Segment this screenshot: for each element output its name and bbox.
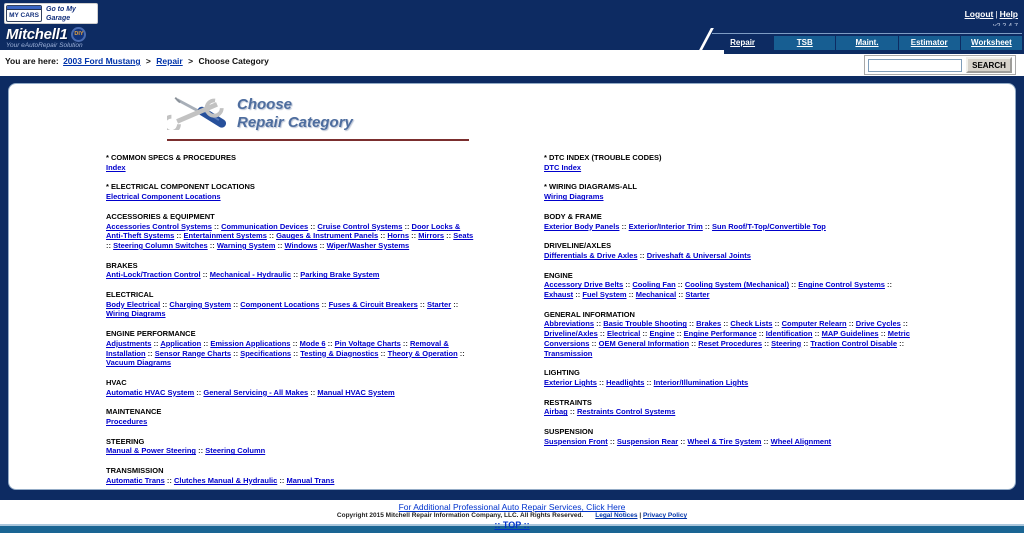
category-link[interactable]: Manual HVAC System bbox=[317, 387, 395, 397]
category-header: ELECTRICAL bbox=[106, 290, 154, 300]
category-header: MAINTENANCE bbox=[106, 407, 162, 417]
category-link[interactable]: Cooling Fan bbox=[632, 280, 676, 290]
category-link[interactable]: Pin Voltage Charts bbox=[334, 338, 401, 348]
category-links bbox=[544, 280, 918, 299]
category-link[interactable]: Cooling System (Mechanical) bbox=[684, 280, 790, 290]
my-cars-label: MY CARS bbox=[9, 12, 39, 19]
category-link[interactable]: Engine Performance bbox=[683, 329, 757, 339]
link-separator: :: bbox=[637, 250, 647, 260]
category-links bbox=[106, 222, 478, 251]
category-link[interactable]: Sensor Range Charts bbox=[154, 348, 232, 358]
tabs-top-line bbox=[712, 33, 1022, 34]
category-links bbox=[106, 300, 478, 319]
content-box bbox=[8, 83, 1016, 490]
legal-notices-link[interactable]: Legal Notices bbox=[595, 512, 638, 519]
breadcrumb-prefix: You are here: bbox=[5, 56, 59, 66]
tab-estimator[interactable]: Estimator bbox=[898, 36, 960, 50]
link-separator: :: bbox=[897, 338, 905, 348]
brand-tagline: Your eAutoRepair Solution bbox=[6, 42, 83, 49]
category-link[interactable]: Gauges & Instrument Panels bbox=[276, 231, 379, 241]
category-links bbox=[544, 222, 918, 232]
tab-underline-strip bbox=[724, 50, 1024, 54]
link-separator: :: bbox=[164, 475, 174, 485]
category-link[interactable]: Charging System bbox=[169, 299, 232, 309]
category-link[interactable]: Testing & Diagnostics bbox=[300, 348, 379, 358]
category-links bbox=[544, 163, 918, 173]
category-link[interactable]: Exterior Lights bbox=[544, 377, 597, 387]
link-separator: :: bbox=[231, 299, 241, 309]
category-section bbox=[106, 437, 478, 456]
link-separator: :: bbox=[319, 299, 329, 309]
category-header: * DTC INDEX (TROUBLE CODES) bbox=[544, 153, 662, 162]
mitchell1-logo: Mitchell1 bbox=[6, 26, 68, 43]
link-separator: :: bbox=[619, 221, 629, 231]
link-separator: :: bbox=[626, 290, 636, 300]
category-header: BRAKES bbox=[106, 260, 138, 270]
page-background bbox=[0, 76, 1024, 500]
link-separator: :: bbox=[151, 338, 161, 348]
link-separator: :: bbox=[290, 338, 300, 348]
category-link[interactable]: Anti-Lock/Traction Control bbox=[106, 270, 201, 280]
garage-button-label: Go to My Garage bbox=[46, 6, 76, 22]
link-separator: :: bbox=[308, 387, 318, 397]
category-link[interactable]: Cruise Control Systems bbox=[317, 221, 403, 231]
tab-tsb[interactable]: TSB bbox=[773, 36, 835, 50]
link-separator: :: bbox=[878, 329, 888, 339]
link-separator: :: bbox=[640, 329, 650, 339]
category-link[interactable]: Brakes bbox=[696, 319, 722, 329]
link-separator: :: bbox=[451, 299, 459, 309]
breadcrumb-current-page: Choose Category bbox=[198, 56, 269, 66]
wrench-screwdriver-icon bbox=[167, 92, 229, 135]
category-link[interactable]: Mechanical bbox=[635, 290, 677, 300]
category-header: * ELECTRICAL COMPONENT LOCATIONS bbox=[106, 182, 255, 192]
category-link[interactable]: Vacuum Diagrams bbox=[106, 358, 172, 368]
category-links bbox=[544, 192, 918, 202]
category-section bbox=[106, 261, 478, 280]
category-link[interactable]: Reset Procedures bbox=[698, 338, 762, 348]
category-link[interactable]: Wiring Diagrams bbox=[106, 309, 166, 319]
link-separator: :: bbox=[160, 299, 170, 309]
category-links bbox=[106, 339, 478, 368]
link-separator: :: bbox=[762, 338, 772, 348]
search-button[interactable]: SEARCH bbox=[966, 57, 1012, 73]
link-separator: :: bbox=[200, 270, 210, 280]
tab-maint[interactable]: Maint. bbox=[835, 36, 897, 50]
category-link[interactable]: Application bbox=[160, 338, 202, 348]
copyright-row bbox=[0, 512, 1024, 520]
category-links bbox=[106, 163, 478, 173]
breadcrumb-separator: > bbox=[145, 56, 151, 66]
category-links bbox=[106, 446, 478, 456]
category-link[interactable]: Seats bbox=[453, 231, 474, 241]
category-header: ENGINE PERFORMANCE bbox=[106, 329, 196, 339]
category-link[interactable]: Manual & Power Steering bbox=[106, 446, 197, 456]
category-link[interactable]: Suspension Front bbox=[544, 436, 608, 446]
help-link[interactable]: Help bbox=[999, 9, 1018, 19]
link-separator: :: bbox=[106, 240, 114, 250]
category-link[interactable]: Exterior Body Panels bbox=[544, 221, 620, 231]
category-header: SUSPENSION bbox=[544, 427, 594, 437]
page-title-line1: Choose bbox=[237, 95, 293, 113]
category-link[interactable]: Restraints Control Systems bbox=[576, 407, 676, 417]
category-link[interactable]: Accessories Control Systems bbox=[106, 221, 212, 231]
category-link[interactable]: Engine bbox=[649, 329, 675, 339]
link-separator: :: bbox=[402, 221, 412, 231]
page-title-banner bbox=[167, 92, 469, 141]
tab-worksheet[interactable]: Worksheet bbox=[960, 36, 1022, 50]
category-link[interactable]: Drive Cycles bbox=[855, 319, 901, 329]
category-header: LIGHTING bbox=[544, 368, 580, 378]
link-separator: :: bbox=[772, 319, 782, 329]
category-column-left bbox=[106, 153, 478, 490]
brand-logo bbox=[6, 26, 86, 49]
category-link[interactable]: Mode 6 bbox=[299, 338, 326, 348]
link-separator: :: bbox=[211, 221, 222, 231]
link-separator: :: bbox=[378, 231, 388, 241]
logout-link[interactable]: Logout bbox=[964, 9, 994, 19]
category-section bbox=[106, 378, 478, 397]
go-to-my-garage-button[interactable] bbox=[4, 3, 98, 24]
category-link[interactable]: Airbag bbox=[544, 407, 568, 417]
link-separator: :: bbox=[400, 338, 410, 348]
link-separator: :: bbox=[761, 436, 771, 446]
category-section bbox=[106, 153, 478, 172]
category-section bbox=[106, 329, 478, 368]
category-link[interactable]: Emission Applications bbox=[210, 338, 291, 348]
category-column-right bbox=[544, 153, 918, 490]
link-separator: :: bbox=[567, 407, 577, 417]
category-link[interactable]: Transmission bbox=[544, 348, 593, 358]
category-section bbox=[544, 153, 918, 172]
category-link[interactable]: Body Electrical bbox=[106, 299, 161, 309]
link-separator: :: bbox=[277, 475, 287, 485]
category-link[interactable]: Exterior/Interior Trim bbox=[628, 221, 703, 231]
category-link[interactable]: Suspension Rear bbox=[616, 436, 679, 446]
category-header: HVAC bbox=[106, 377, 127, 387]
copyright-text: Copyright 2015 Mitchell Repair Information Company, LLC. All Rights Reserved. bbox=[336, 512, 584, 519]
category-link[interactable]: Removal & Installation bbox=[106, 338, 449, 358]
category-link[interactable]: Check Lists bbox=[730, 319, 773, 329]
category-section bbox=[106, 466, 478, 485]
search-input[interactable] bbox=[868, 59, 962, 72]
diy-badge-icon: DIY bbox=[71, 27, 86, 42]
link-separator: :: bbox=[884, 280, 893, 290]
category-header: ENGINE bbox=[544, 270, 573, 280]
category-link[interactable]: Identification bbox=[765, 329, 813, 339]
category-header: ACCESSORIES & EQUIPMENT bbox=[106, 211, 215, 221]
category-link[interactable]: Index bbox=[106, 162, 126, 172]
category-header: DRIVELINE/AXLES bbox=[544, 241, 612, 251]
category-link[interactable]: Theory & Operation bbox=[387, 348, 458, 358]
link-separator: :: bbox=[207, 240, 217, 250]
link-separator: :: bbox=[573, 290, 583, 300]
link-separator: :: bbox=[275, 240, 285, 250]
category-link[interactable]: Fuel System bbox=[582, 290, 627, 300]
link-separator: :: bbox=[594, 319, 604, 329]
category-link[interactable]: Driveshaft & Universal Joints bbox=[646, 250, 751, 260]
category-link[interactable]: Electrical bbox=[606, 329, 641, 339]
breadcrumb-separator: > bbox=[188, 56, 194, 66]
category-link[interactable]: DTC Index bbox=[544, 162, 582, 172]
link-separator: :: bbox=[756, 329, 766, 339]
link-separator: :: bbox=[674, 329, 684, 339]
page-title-line2: Repair Category bbox=[237, 113, 353, 131]
category-header: TRANSMISSION bbox=[106, 466, 164, 476]
link-separator: :: bbox=[194, 387, 204, 397]
category-link[interactable]: Sun Roof/T-Top/Convertible Top bbox=[711, 221, 826, 231]
category-section bbox=[544, 212, 918, 231]
link-separator: :: bbox=[686, 319, 697, 329]
link-separator: :: bbox=[846, 319, 856, 329]
category-link[interactable]: Door Locks & Anti-Theft Systems bbox=[106, 221, 461, 241]
link-separator: :: bbox=[689, 338, 699, 348]
category-section bbox=[106, 212, 478, 251]
category-link[interactable]: Starter bbox=[685, 290, 710, 300]
category-section bbox=[106, 290, 478, 319]
category-link[interactable]: Steering bbox=[771, 338, 802, 348]
category-link[interactable]: Horns bbox=[387, 231, 410, 241]
category-link[interactable]: Steering Column Switches bbox=[113, 240, 208, 250]
link-separator: | bbox=[995, 9, 998, 19]
link-separator: :: bbox=[378, 348, 388, 358]
category-links bbox=[544, 319, 918, 358]
category-links bbox=[106, 417, 478, 427]
link-separator: :: bbox=[721, 319, 731, 329]
category-columns bbox=[9, 141, 1015, 490]
category-header: RESTRAINTS bbox=[544, 397, 592, 407]
link-separator: :: bbox=[675, 280, 685, 290]
category-link[interactable]: Fuses & Circuit Breakers bbox=[328, 299, 418, 309]
breadcrumb-vehicle-link[interactable]: 2003 Ford Mustang bbox=[63, 56, 141, 66]
link-separator: :: bbox=[417, 299, 427, 309]
link-separator: :: bbox=[596, 377, 607, 387]
category-link[interactable]: Adjustments bbox=[106, 338, 152, 348]
category-link[interactable]: Exhaust bbox=[544, 290, 574, 300]
category-link[interactable]: Basic Trouble Shooting bbox=[603, 319, 687, 329]
category-link[interactable]: Wiring Diagrams bbox=[544, 192, 604, 202]
link-separator: :: bbox=[789, 280, 799, 290]
link-separator: :: bbox=[589, 338, 599, 348]
category-link[interactable]: Electrical Component Locations bbox=[106, 192, 221, 202]
top-bar bbox=[0, 0, 1024, 26]
category-section bbox=[544, 427, 918, 446]
category-links bbox=[106, 388, 478, 398]
link-separator: :: bbox=[325, 338, 335, 348]
link-separator: :: bbox=[457, 348, 465, 358]
category-link[interactable]: Engine Control Systems bbox=[798, 280, 885, 290]
category-section bbox=[544, 310, 918, 359]
brand-nav-bar bbox=[0, 26, 1024, 50]
category-links bbox=[544, 378, 918, 388]
category-section bbox=[544, 271, 918, 300]
category-link[interactable]: Entertainment Systems bbox=[183, 231, 267, 241]
category-link[interactable]: Driveline/Axles bbox=[544, 329, 598, 339]
category-link[interactable]: Clutches Manual & Hydraulic bbox=[173, 475, 278, 485]
category-link[interactable]: Wiper/Washer Systems bbox=[326, 240, 410, 250]
category-link[interactable]: Specifications bbox=[240, 348, 292, 358]
category-link[interactable]: Steering Column bbox=[205, 446, 266, 456]
link-separator: :: bbox=[900, 319, 908, 329]
link-separator: :: bbox=[702, 221, 712, 231]
link-separator: :: bbox=[644, 377, 654, 387]
link-separator: :: bbox=[196, 446, 206, 456]
link-separator: :: bbox=[676, 290, 686, 300]
category-link[interactable]: Headlights bbox=[606, 377, 645, 387]
link-separator: :: bbox=[444, 231, 454, 241]
link-separator: :: bbox=[201, 338, 211, 348]
breadcrumb-row bbox=[0, 50, 1024, 76]
category-header: BODY & FRAME bbox=[544, 211, 602, 221]
category-link[interactable]: Abbreviations bbox=[544, 319, 595, 329]
category-link[interactable]: Traction Control Disable bbox=[810, 338, 898, 348]
tab-repair[interactable]: Repair bbox=[712, 36, 773, 50]
category-links bbox=[106, 270, 478, 280]
link-separator: :: bbox=[812, 329, 822, 339]
breadcrumb-repair-link[interactable]: Repair bbox=[156, 56, 183, 66]
footer-link-separator: | bbox=[639, 512, 642, 519]
link-separator: :: bbox=[409, 231, 419, 241]
search-panel bbox=[864, 55, 1016, 75]
promo-link[interactable]: For Additional Professional Auto Repair Services, Click Here bbox=[398, 502, 626, 512]
page-title bbox=[237, 96, 353, 132]
category-link[interactable]: General Servicing - All Makes bbox=[203, 387, 309, 397]
category-link[interactable]: Communication Devices bbox=[221, 221, 309, 231]
link-separator: :: bbox=[174, 231, 184, 241]
category-section bbox=[106, 407, 478, 426]
link-separator: :: bbox=[145, 348, 155, 358]
category-links bbox=[106, 192, 478, 202]
category-links bbox=[544, 251, 918, 261]
link-separator: :: bbox=[801, 338, 811, 348]
category-section bbox=[544, 182, 918, 201]
category-header: * WIRING DIAGRAMS-ALL bbox=[544, 182, 637, 192]
link-separator: :: bbox=[597, 329, 607, 339]
category-link[interactable]: Parking Brake System bbox=[300, 270, 380, 280]
category-section bbox=[544, 398, 918, 417]
link-separator: :: bbox=[607, 436, 617, 446]
link-separator: :: bbox=[266, 231, 277, 241]
link-separator: :: bbox=[623, 280, 633, 290]
category-section bbox=[544, 368, 918, 387]
category-header: STEERING bbox=[106, 436, 145, 446]
category-link[interactable]: Interior/Illumination Lights bbox=[653, 377, 749, 387]
category-link[interactable]: MAP Guidelines bbox=[821, 329, 879, 339]
category-section bbox=[106, 182, 478, 201]
category-link[interactable]: Starter bbox=[426, 299, 452, 309]
my-cars-plate-icon bbox=[6, 5, 42, 22]
link-separator: :: bbox=[291, 348, 301, 358]
category-links bbox=[106, 476, 478, 486]
link-separator: :: bbox=[678, 436, 688, 446]
nav-tabs bbox=[712, 33, 1022, 50]
category-link[interactable]: Automatic HVAC System bbox=[106, 387, 195, 397]
privacy-policy-link[interactable]: Privacy Policy bbox=[642, 512, 688, 519]
category-link[interactable]: Component Locations bbox=[240, 299, 320, 309]
category-header: * COMMON SPECS & PROCEDURES bbox=[106, 153, 237, 162]
link-separator: :: bbox=[317, 240, 327, 250]
link-separator: :: bbox=[231, 348, 241, 358]
category-link[interactable]: Mirrors bbox=[418, 231, 445, 241]
category-link[interactable]: Procedures bbox=[106, 417, 148, 427]
category-link[interactable]: Differentials & Drive Axles bbox=[544, 250, 638, 260]
link-separator: :: bbox=[291, 270, 301, 280]
category-links bbox=[544, 437, 918, 447]
category-link[interactable]: Automatic Trans bbox=[106, 475, 165, 485]
top-link[interactable]: :: TOP :: bbox=[494, 520, 530, 530]
category-link[interactable]: Manual Trans bbox=[286, 475, 335, 485]
category-link[interactable]: Mechanical - Hydraulic bbox=[209, 270, 292, 280]
category-link[interactable]: Accessory Drive Belts bbox=[544, 280, 624, 290]
category-link[interactable]: Wheel & Tire System bbox=[687, 436, 762, 446]
category-link[interactable]: OEM General Information bbox=[598, 338, 690, 348]
category-link[interactable]: Warning System bbox=[216, 240, 276, 250]
category-section bbox=[544, 241, 918, 260]
category-header: GENERAL INFORMATION bbox=[544, 309, 635, 319]
category-link[interactable]: Computer Relearn bbox=[781, 319, 847, 329]
category-link[interactable]: Windows bbox=[284, 240, 318, 250]
link-separator: :: bbox=[308, 221, 318, 231]
category-link[interactable]: Wheel Alignment bbox=[770, 436, 832, 446]
footer bbox=[0, 500, 1024, 530]
category-link[interactable]: Metric Conversions bbox=[544, 329, 910, 348]
category-links bbox=[544, 407, 918, 417]
